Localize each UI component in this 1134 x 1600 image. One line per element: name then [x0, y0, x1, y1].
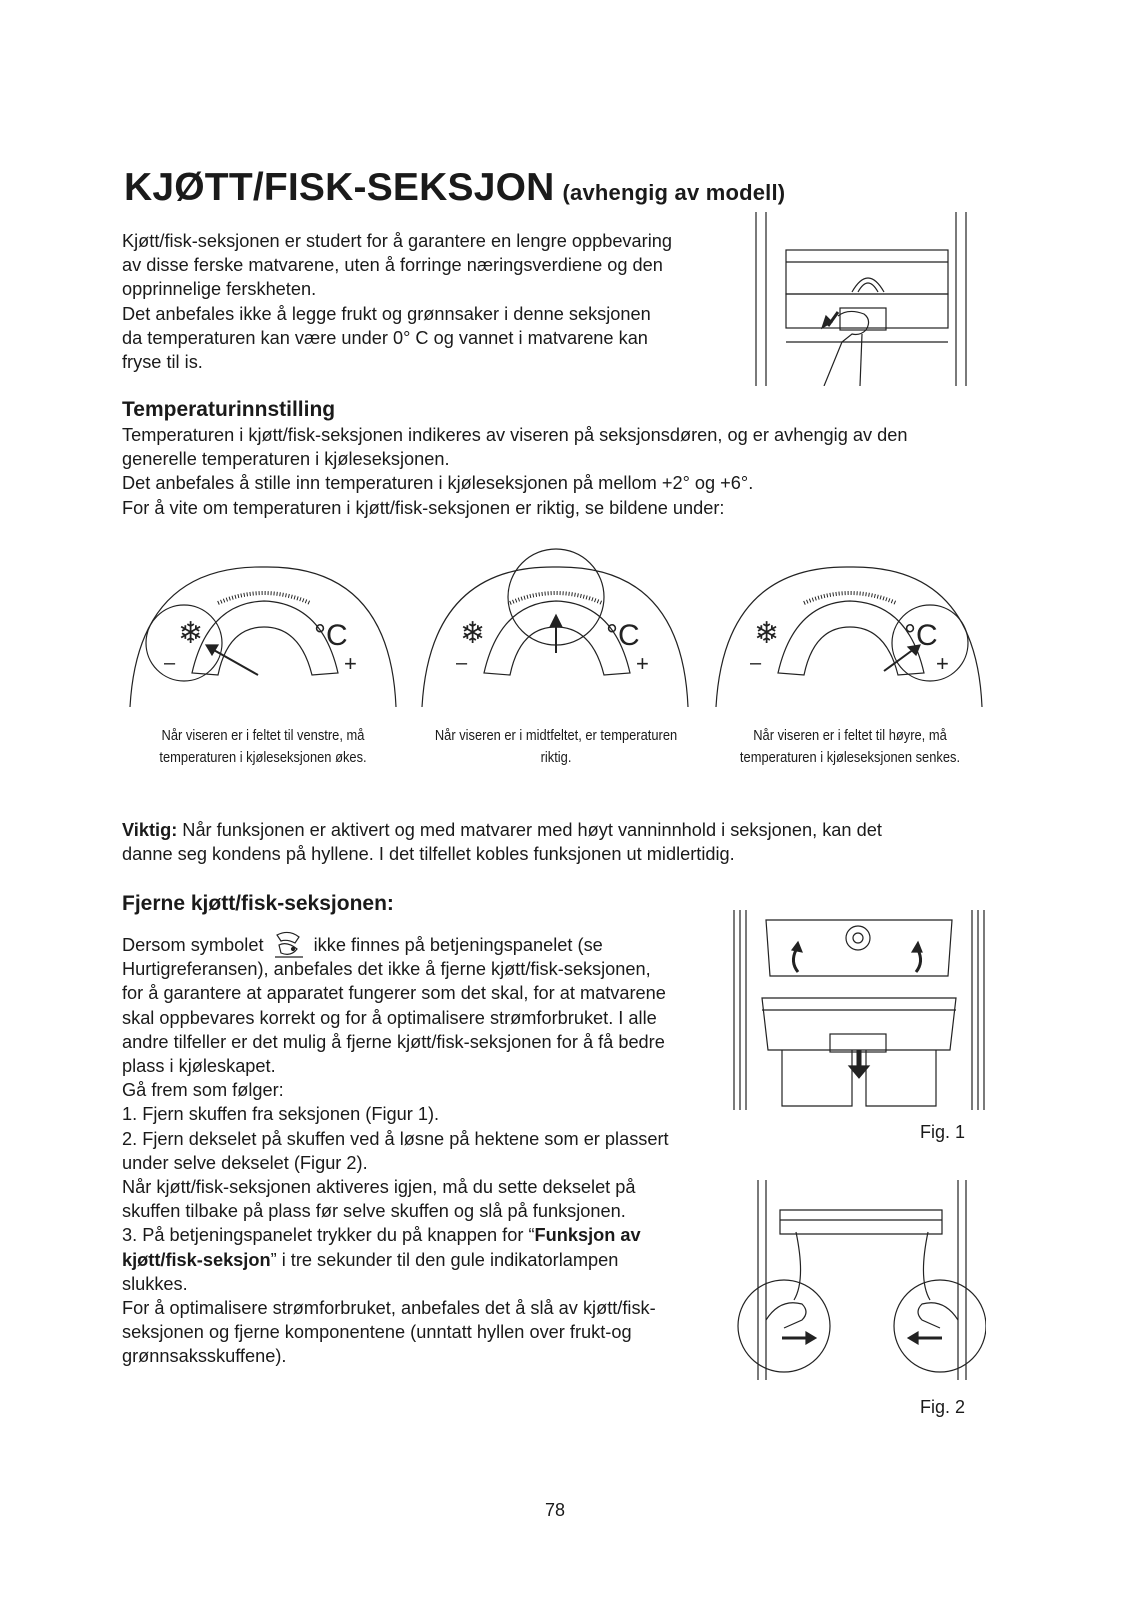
- celsius-label: °C: [314, 619, 348, 652]
- snowflake-icon: [754, 616, 779, 651]
- final-line: seksjonen og fjerne komponentene (unntatt hyllen over frukt-og: [122, 1322, 632, 1343]
- caption-line: Når viseren er i feltet til høyre, må: [753, 727, 947, 744]
- svg-text:❄: ❄: [460, 616, 486, 651]
- final-line: For å optimalisere strømforbruket, anbefales det å slå av kjøtt/fisk-: [122, 1298, 656, 1319]
- plus-label: +: [344, 651, 357, 676]
- remove-line: Hurtigreferansen), anbefales det ikke å fjerne kjøtt/fisk-seksjonen,: [122, 959, 651, 980]
- plus-label: +: [636, 651, 649, 676]
- temperature-heading: Temperaturinnstilling: [122, 398, 336, 421]
- caption-line: temperaturen i kjøleseksjonen økes.: [159, 749, 367, 766]
- remove-text: ikke finnes på betjeningspanelet (se: [313, 935, 603, 955]
- fig2-label: Fig. 2: [920, 1397, 966, 1417]
- remove-line: 2. Fjern dekselet på skuffen ved å løsne på hektene som er plassert: [122, 1128, 669, 1149]
- final-line: slukkes.: [122, 1273, 188, 1294]
- temperature-line: Det anbefales å stille inn temperaturen i kjøleseksjonen på mellom +2° og +6°.: [122, 473, 754, 494]
- remove-line: skal oppbevares korrekt og for å optimalisere strømforbruket. I alle: [122, 1007, 657, 1028]
- dial-right-caption: [723, 725, 978, 769]
- step3-text: ” i tre sekunder til den gule indikatorlampen: [270, 1249, 619, 1270]
- drawer-illustration: [752, 212, 976, 386]
- temperature-paragraph: [122, 423, 1022, 520]
- figure-1: [732, 910, 986, 1110]
- remove-line: Gå frem som følger:: [122, 1080, 284, 1101]
- intro-line: av disse ferske matvarene, uten å forringe næringsverdiene og den: [122, 255, 663, 276]
- minus-label: –: [456, 652, 468, 674]
- page-number: 78: [545, 1500, 566, 1520]
- fish-meat-symbol-icon: [269, 931, 309, 955]
- remove-line: Når kjøtt/fisk-seksjonen aktiveres igjen, må du sette dekselet på: [122, 1177, 636, 1198]
- temperature-line: generelle temperaturen i kjøleseksjonen.: [122, 449, 450, 470]
- remove-text: Dersom symbolet: [122, 935, 264, 955]
- important-text: Når funksjonen er aktivert og med matvarer med høyt vanninnhold i seksjonen, kan det: [177, 820, 882, 840]
- minus-label: –: [164, 652, 176, 674]
- step3-bold: kjøtt/fisk-seksjon: [122, 1249, 271, 1270]
- celsius-label: °C: [904, 619, 938, 652]
- final-line: grønnsaksskuffene).: [122, 1346, 287, 1367]
- remove-heading: Fjerne kjøtt/fisk-seksjonen:: [122, 892, 394, 915]
- minus-label: –: [750, 652, 762, 674]
- figure-2: [736, 1180, 986, 1380]
- temperature-line: Temperaturen i kjøtt/fisk-seksjonen indikeres av viseren på seksjonsdøren, og er avhengig av den: [122, 425, 908, 445]
- plus-label: +: [936, 651, 949, 676]
- fig1-label: Fig. 1: [920, 1122, 966, 1142]
- dial-middle: [420, 545, 692, 715]
- step3-text: 3. På betjeningspanelet trykker du på knappen for “: [122, 1225, 535, 1246]
- remove-line: for å garantere at apparatet fungerer som det skal, for at matvarene: [122, 983, 666, 1004]
- caption-line: temperaturen i kjøleseksjonen senkes.: [739, 749, 961, 766]
- important-text: danne seg kondens på hyllene. I det tilfellet kobles funksjonen ut midlertidig.: [122, 844, 735, 865]
- intro-line: da temperaturen kan være under 0° C og vannet i matvarene kan: [122, 327, 648, 348]
- dial-left-caption: [138, 725, 387, 769]
- intro-line: Kjøtt/fisk-seksjonen er studert for å garantere en lengre oppbevaring: [122, 231, 672, 251]
- dial-middle-caption: [422, 725, 690, 769]
- remove-line: skuffen tilbake på plass før selve skuffen og slå på funksjonen.: [122, 1201, 626, 1222]
- remove-paragraph: [122, 931, 732, 1369]
- remove-line: plass i kjøleskapet.: [122, 1056, 276, 1077]
- page-title: [124, 166, 785, 210]
- step3-bold: Funksjon av: [534, 1225, 641, 1246]
- important-note: [122, 818, 1022, 866]
- snowflake-icon: [178, 616, 203, 651]
- title-suffix: (avhengig av modell): [562, 180, 786, 205]
- intro-line: Det anbefales ikke å legge frukt og grønnsaker i denne seksjonen: [122, 303, 651, 324]
- intro-line: fryse til is.: [122, 352, 203, 373]
- snowflake-icon: [460, 616, 485, 651]
- title-text: KJØTT/FISK-SEKSJON: [124, 166, 555, 209]
- svg-text:❄: ❄: [754, 616, 780, 651]
- dial-left: [128, 545, 400, 715]
- celsius-label: °C: [606, 619, 640, 652]
- caption-line: Når viseren er i feltet til venstre, må: [161, 727, 365, 744]
- remove-line: 1. Fjern skuffen fra seksjonen (Figur 1).: [122, 1104, 440, 1125]
- temperature-line: For å vite om temperaturen i kjøtt/fisk-seksjonen er riktig, se bildene under:: [122, 497, 725, 518]
- remove-line: under selve dekselet (Figur 2).: [122, 1152, 368, 1173]
- important-label: Viktig:: [122, 820, 178, 840]
- svg-text:❄: ❄: [178, 616, 204, 651]
- intro-paragraph: [122, 229, 742, 374]
- caption-line: Når viseren er i midtfeltet, er temperaturen: [434, 727, 678, 744]
- dial-right: [714, 545, 986, 715]
- intro-line: opprinnelige ferskheten.: [122, 279, 317, 300]
- remove-line: andre tilfeller er det mulig å fjerne kjøtt/fisk-seksjonen for å få bedre: [122, 1031, 665, 1052]
- caption-line: riktig.: [540, 749, 572, 766]
